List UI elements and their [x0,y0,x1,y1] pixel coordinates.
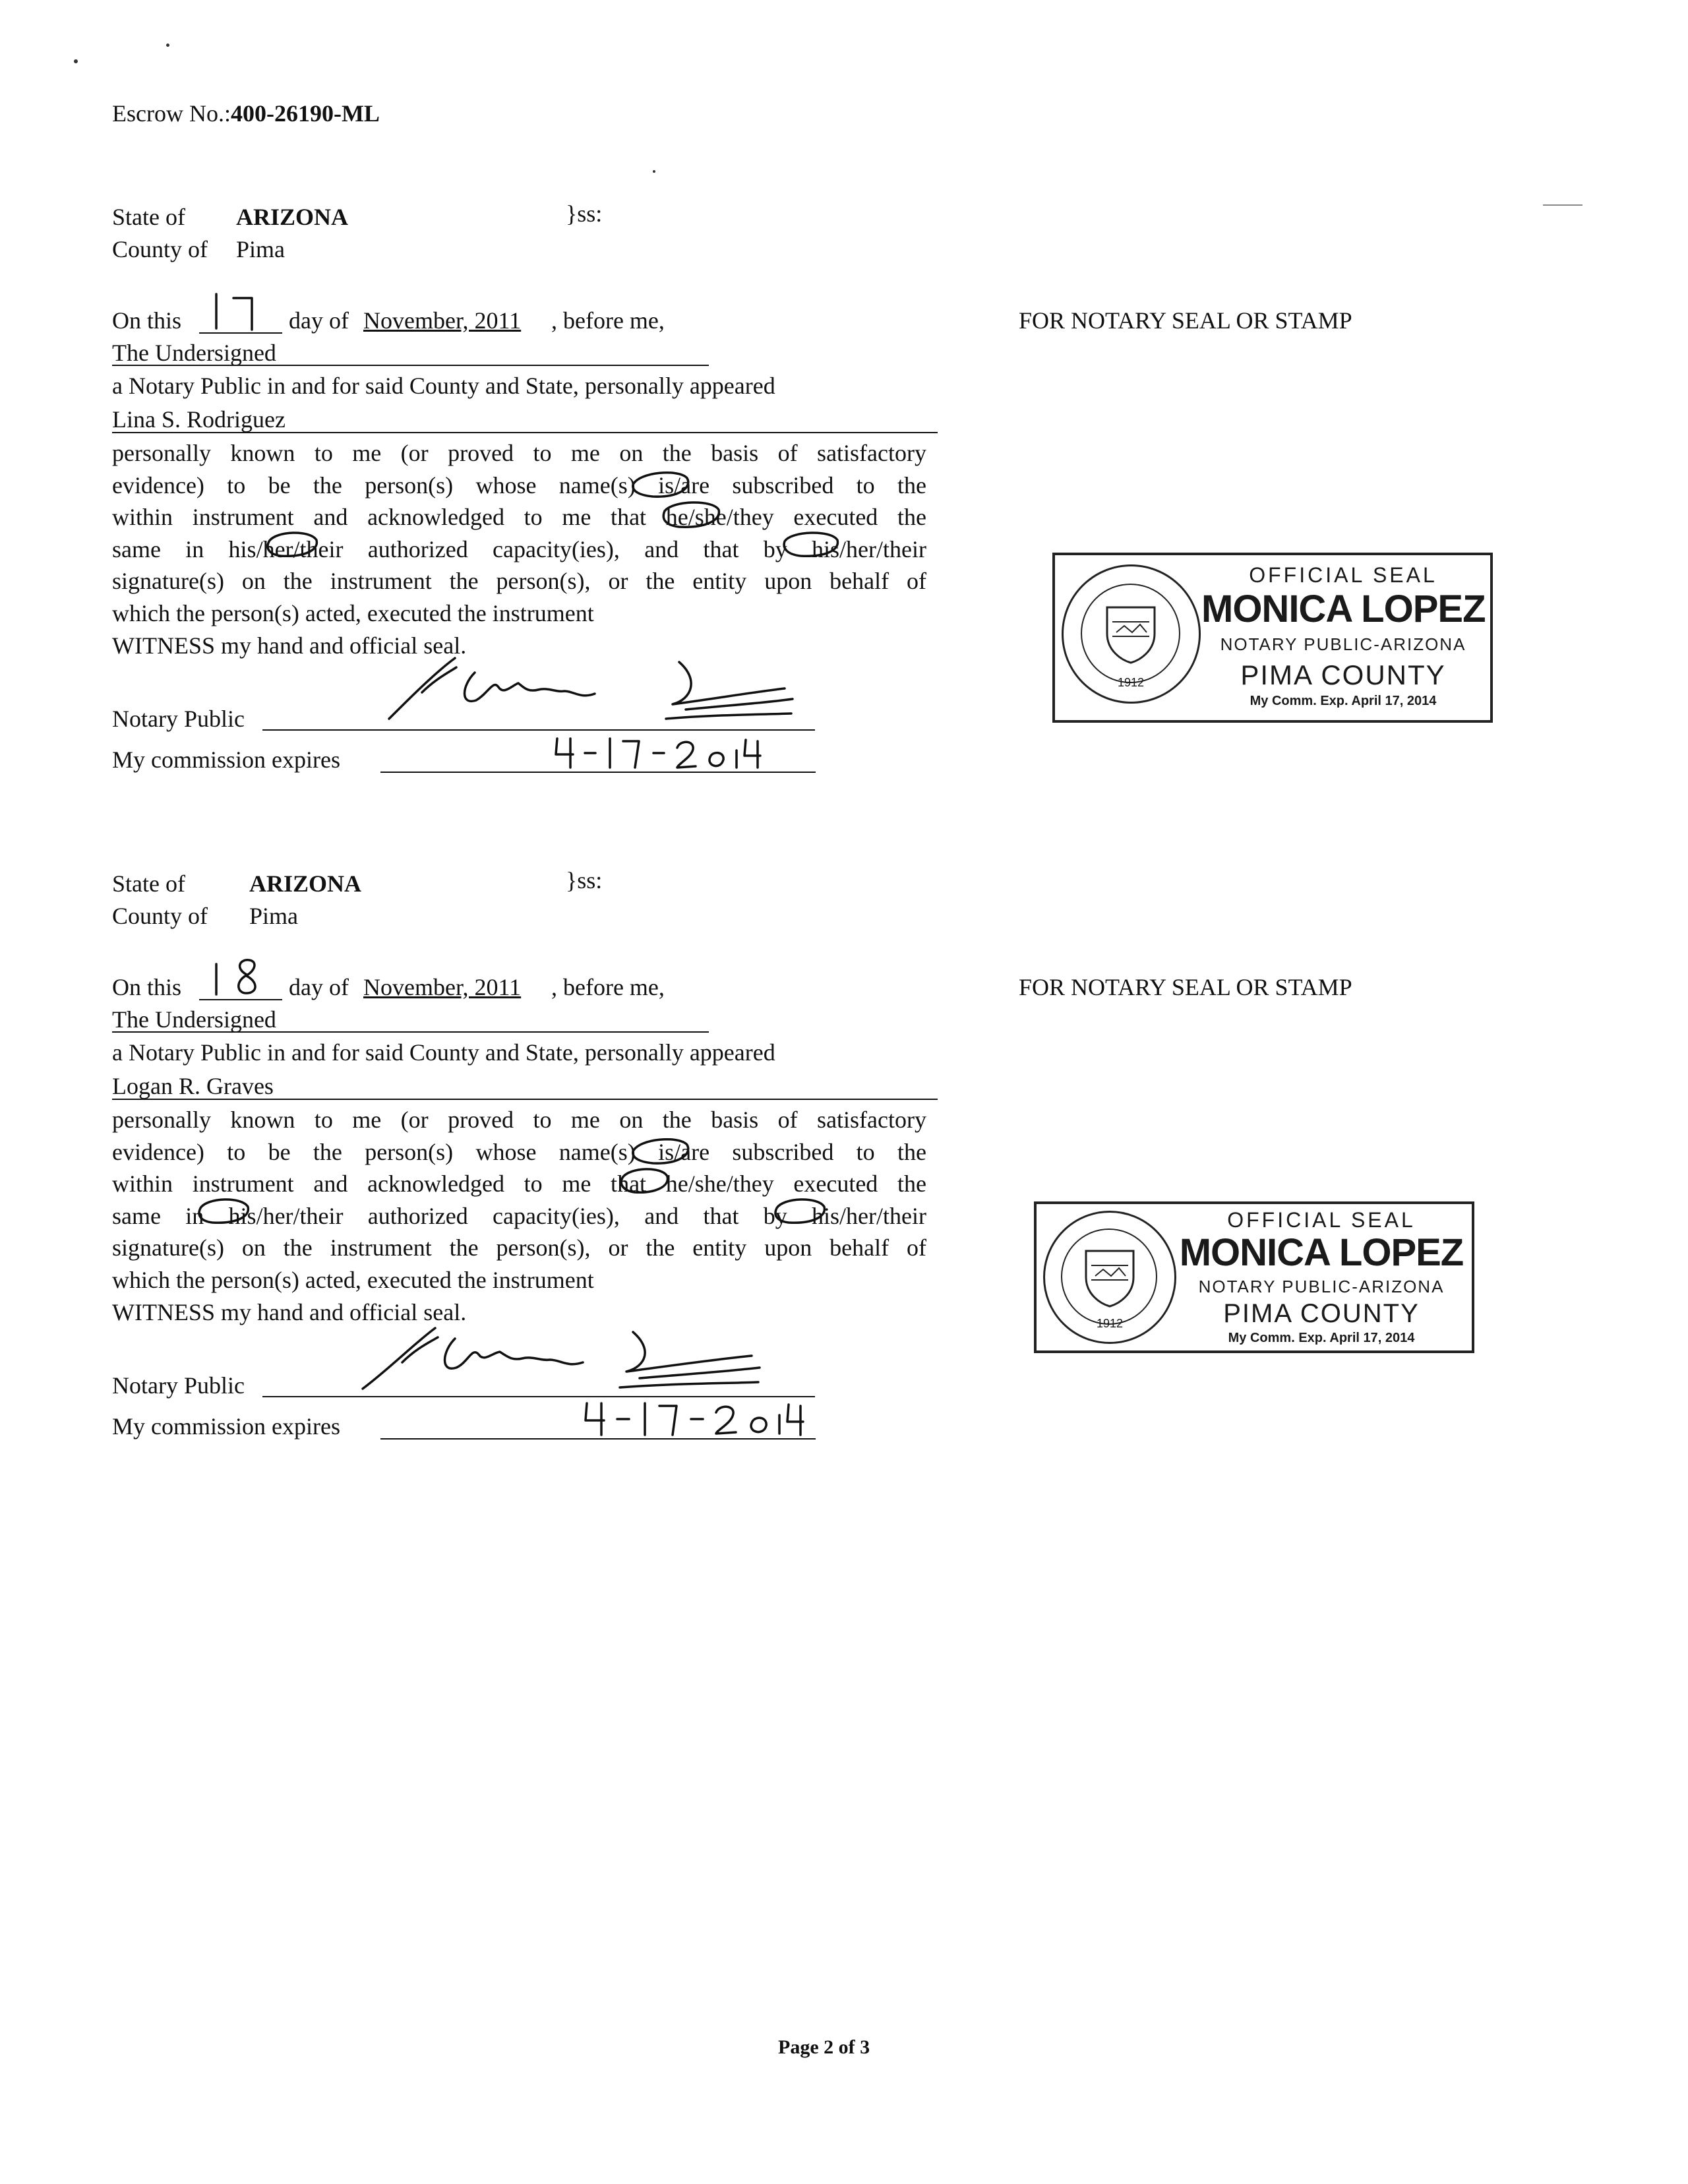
paragraph-line: signature(s) on the instrument the person(s), or the entity upon behalf of [112,1234,926,1261]
stamp-expiry: My Comm. Exp. April 17, 2014 [1250,694,1437,708]
paragraph-line: within instrument and acknowledged to me that he/she/they executed the [112,504,926,530]
scan-speck [653,170,655,173]
escrow-label: Escrow No.: [112,100,231,127]
county-name: Pima [236,236,286,262]
signer-name: Logan R. Graves [112,1073,274,1099]
paragraph-line: evidence) to be the person(s) whose name(s) is/are subscribed to the [112,1138,926,1165]
state-label: State of [112,204,185,230]
day-of-label: day of [289,307,349,334]
stamp-name: MONICA LOPEZ [1179,1231,1464,1274]
notary-public-label: Notary Public [112,1372,245,1399]
state-name: ARIZONA [236,204,349,230]
notary-signature [356,1323,778,1402]
state-name: ARIZONA [249,870,362,897]
signer-line [112,432,938,433]
scan-mark [1543,204,1582,206]
handwritten-commission-expiry [551,733,762,773]
notary-appeared-line: a Notary Public in and for said County and State, personally appeared [112,373,775,399]
county-name: Pima [249,903,299,929]
state-seal-emblem [1062,564,1201,704]
on-this-label: On this [112,974,182,1000]
pronoun-circle-marks [112,1104,930,1302]
notary-stamp [1034,1201,1474,1353]
commission-label: My commission expires [112,746,340,773]
paragraph-line: personally known to me (or proved to me on the basis of satisfactory [112,1107,926,1133]
paragraph-line: evidence) to be the person(s) whose name(s) is/are subscribed to the [112,471,926,499]
officer-line [112,365,709,366]
handwritten-day [204,289,277,335]
day-of-label: day of [289,974,349,1000]
escrow-line [112,98,380,129]
seal-year: 1912 [1097,1317,1124,1330]
officer-name: The Undersigned [112,340,276,366]
seal-caption: FOR NOTARY SEAL OR STAMP [1019,974,1352,1000]
shield-icon [1082,1247,1137,1308]
scan-speck [166,44,169,47]
date-value: November, 2011 [363,307,522,334]
notary-appeared-line: a Notary Public in and for said County and State, personally appeared [112,1039,775,1066]
paragraph-line: which the person(s) acted, executed the instrument [112,1266,594,1293]
seal-year: 1912 [1118,676,1145,689]
county-label: County of [112,236,208,262]
stamp-county: PIMA COUNTY [1223,1299,1420,1328]
stamp-heading: OFFICIAL SEAL [1249,563,1437,587]
paragraph-line: within instrument and acknowledged to me that he/she/they executed the [112,1170,926,1197]
paragraph-line: signature(s) on the instrument the person(s), or the entity upon behalf of [112,568,926,594]
stamp-heading: OFFICIAL SEAL [1227,1208,1416,1232]
signer-line [112,1099,938,1100]
state-label: State of [112,870,185,897]
witness-line: WITNESS my hand and official seal. [112,1299,467,1325]
commission-label: My commission expires [112,1413,340,1440]
ss-mark: }ss: [566,200,603,227]
escrow-number: 400-26190-ML [230,100,380,127]
officer-line [112,1031,709,1033]
shield-icon [1103,603,1159,664]
paragraph-line: personally known to me (or proved to me on the basis of satisfactory [112,440,926,466]
page-number: Page 2 of 3 [778,2036,870,2058]
officer-name: The Undersigned [112,1006,276,1033]
stamp-title: NOTARY PUBLIC-ARIZONA [1220,634,1466,654]
stamp-county: PIMA COUNTY [1240,659,1446,690]
date-value: November, 2011 [363,974,522,1000]
scan-speck [74,59,78,63]
stamp-title: NOTARY PUBLIC-ARIZONA [1198,1277,1445,1296]
notary-stamp [1052,553,1493,723]
paragraph-line: same in his/her/their authorized capacity(ies), and that by his/her/their [112,1202,926,1229]
signer-name: Lina S. Rodriguez [112,406,286,433]
before-me-text: , before me, [551,307,665,334]
notary-signature [382,653,804,732]
stamp-expiry: My Comm. Exp. April 17, 2014 [1228,1331,1415,1345]
stamp-name: MONICA LOPEZ [1201,588,1486,630]
handwritten-commission-expiry [580,1398,804,1439]
ss-mark: }ss: [566,867,603,894]
witness-line: WITNESS my hand and official seal. [112,632,467,659]
county-label: County of [112,903,208,929]
handwritten-day [206,956,272,1000]
pronoun-circle-marks [112,437,930,635]
seal-caption: FOR NOTARY SEAL OR STAMP [1019,307,1352,334]
notary-public-label: Notary Public [112,706,245,732]
paragraph-line: which the person(s) acted, executed the instrument [112,599,594,626]
before-me-text: , before me, [551,974,665,1000]
on-this-label: On this [112,307,182,334]
state-seal-emblem [1043,1211,1176,1344]
paragraph-line: same in his/her/their authorized capacity(ies), and that by his/her/their [112,535,926,562]
